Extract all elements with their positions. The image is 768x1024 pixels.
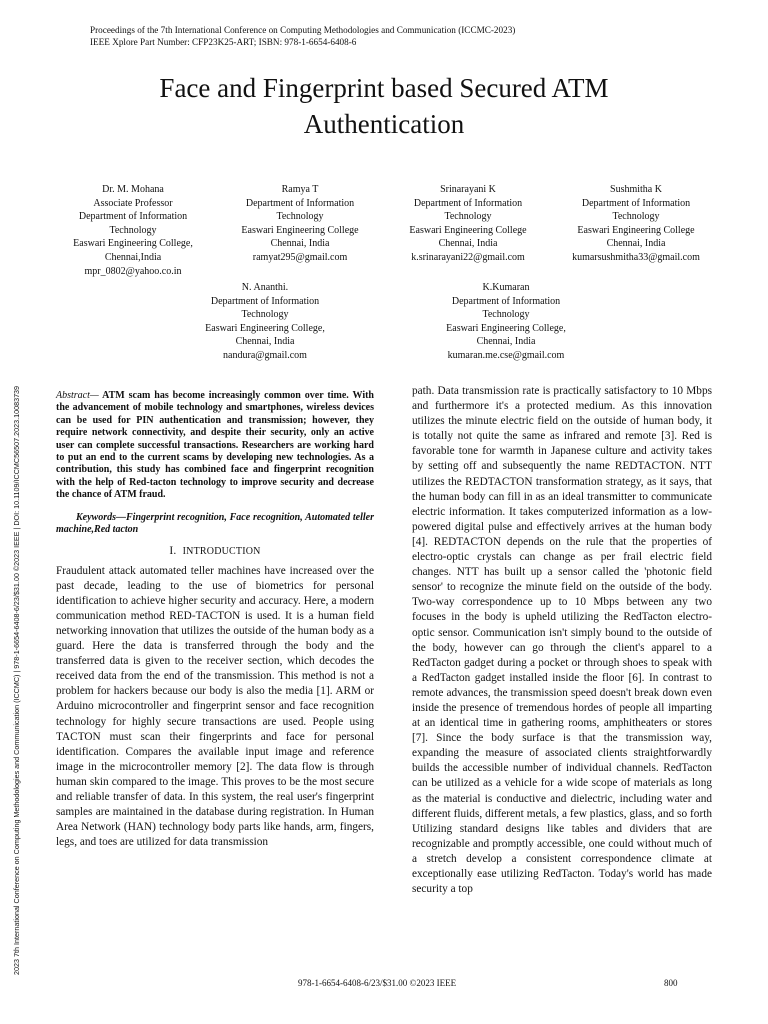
author-line: Chennai, India (606, 238, 666, 250)
author-email: kumarsushmitha33@gmail.com (572, 251, 700, 263)
author-email: kumaran.me.cse@gmail.com (447, 349, 565, 361)
author-line: Easwari Engineering College, (446, 322, 566, 334)
keywords: Keywords—Fingerprint recognition, Face recognition, Automated teller machine,Red tacton (56, 511, 374, 536)
author-line: Department of Information (451, 295, 561, 307)
author-line: Easwari Engineering College, (205, 322, 325, 334)
author-line: Chennai,India (104, 251, 162, 263)
right-column-text: path. Data transmission rate is practically satisfactory to 10 Mbps and furthermore it's a protected medium. As this innovation utilizes the minute electric field on the outside of human body, it is totally not quite the same as infrared and remote [3]. Red is favorable tone for warmth in Japanese culture and activity takes by setting off and subsequently the name REDTACTON. NTT utilizes the REDTACTON transformation strategy, as it says, that the human body can fill in as an ideal transmitter to communicate electric information. It takes computerized information as a low-powered digital pulse and effectively arrives at the human body [4]. REDTACTON depends on the rule that the properties of electro-optic crystals can change as per frail electric field changes. NTT has built up a sensor called the 'photonic field sensor' to recognize the minute field on the outside of the body. Two-way correspondence up to 10 Mbps between any two focuses in the body is upheld utilizing the RedTacton electro-optic sensor. Communication isn't simply bound to the outside of the body, however can go through the client's apparel to a RedTacton gadget during a pocket or through shoes to speak with a RedTacton gadget installed inside the floor [6]. In contrast to remote advances, the transmission speed doesn't break down even inside the presence of tremendous hordes of people all imparting at an identical time in gathering rooms, amphitheaters or stores [7]. Since the body surface is that the transmission way, expanding the measure of associated clients straightforwardly builds the accessible number of individual channels. RedTacton can be utilized as a vehicle for a wide scope of materials as long as the material is conductive and dielectric, including water and different fluids, different metals, a few plastics, glass, and so forth Utilizing standard designs like tables and dividers that are recognizable and promptly accessible, one could without much of a stretch develop a consistent correspondence climate at exceptionally ease utilizing RedTacton. Today's world has made security a top (412, 385, 712, 896)
author-line: Technology (276, 211, 324, 223)
author-block-3 (393, 183, 543, 265)
abstract-text: ATM scam has become increasingly common over time. With the advancement of mobile technology and smartphones, wireless devices can be used for PIN authentication and transmission; however, they require network connectivity, and despite their security, only an active user can complete successful transactions. Researchers are working hard to put an end to the current scams by developing new technologies. As a contribution, this study has combined face and fingerprint recognition with the help of Red-tacton technology to improve security and decrease the chance of ATM fraud. (56, 390, 374, 501)
paper-title (0, 70, 768, 142)
author-block-5 (190, 281, 340, 363)
author-line: Chennai, India (438, 238, 498, 250)
proceedings-header (90, 24, 515, 48)
author-line: Ramya T (281, 184, 319, 195)
isbn-line: IEEE Xplore Part Number: CFP23K25-ART; ISBN: 978-1-6654-6408-6 (90, 37, 357, 47)
author-line: Technology (444, 211, 492, 223)
abstract-label: Abstract— (56, 390, 99, 401)
section-heading (56, 544, 374, 559)
author-line: Chennai, India (235, 336, 295, 348)
author-line: N. Ananthi. (241, 282, 289, 293)
proceedings-line: Proceedings of the 7th International Conference on Computing Methodologies and Communication (ICCMC-2023) (90, 25, 516, 35)
author-block-6 (430, 281, 582, 363)
author-email: k.srinarayani22@gmail.com (411, 251, 525, 263)
page-number: 800 (664, 978, 678, 988)
author-line: Easwari Engineering College (241, 224, 359, 236)
author-email: mpr_0802@yahoo.co.in (84, 265, 182, 277)
author-line: Department of Information (78, 211, 188, 223)
title-line-2: Authentication (303, 109, 465, 139)
author-block-2 (222, 183, 378, 265)
author-line: Department of Information (581, 197, 691, 209)
author-line: Technology (612, 211, 660, 223)
section-title: INTRODUCTION (182, 546, 261, 558)
author-line: Srinarayani K (440, 184, 496, 195)
author-line: Easwari Engineering College, (73, 238, 193, 250)
author-block-4 (558, 183, 714, 265)
title-line-1: Face and Fingerprint based Secured ATM (159, 73, 609, 103)
author-line: Technology (482, 309, 530, 321)
footer-copyright: 978-1-6654-6408-6/23/$31.00 ©2023 IEEE (298, 978, 457, 988)
right-column (412, 384, 712, 897)
doi-sidebar: 2023 7th International Conference on Computing Methodologies and Communication (ICCMC) | 978-1-6654-6408-6/23/$31.00 ©2023 IEEE | DOI: 10.1109/ICCMC56507.2023.10083739 (12, 385, 21, 975)
intro-paragraph: Fraudulent attack automated teller machines have increased over the past decade, leading to the use of biometrics for personal identification to achieve higher security and accuracy. Here, a modern communication method RED-TACTON is used. It is a human field networking innovation that utilizes the outside of the human body as a guard. Here the data is transferred through the body and the transferred data is given to the receiver section, which decodes the received data from the end of the transmission. This method is not a problem for hackers because our body is also the media [1]. ARM or Arduino microcontroller and fingerprint sensor and face recognition technology for highly secure transactions are used. People using TACTON must scan their fingerprints and face for personal identification. Compares the available input image and reference image in the microcontroller memory [2]. The data flow is through human skin compared to the image. This proves to be the most secure and reliable transfer of data. In this system, the real user's fingerprint samples are maintained in the database during registration. In Human Area Network (HAN) technology body parts like hands, arm, fingers, legs, and toes are utilized for data transmission (56, 564, 374, 849)
author-email: nandura@gmail.com (223, 349, 307, 361)
author-line: K.Kumaran (482, 282, 530, 293)
author-line: Sushmitha K (610, 184, 662, 195)
author-line: Chennai, India (270, 238, 330, 250)
author-line: Easwari Engineering College (409, 224, 527, 236)
author-email: ramyat295@gmail.com (252, 251, 348, 263)
author-line: Department of Information (245, 197, 355, 209)
section-number: I. (169, 545, 177, 558)
author-line: Easwari Engineering College (577, 224, 695, 236)
author-line: Technology (241, 309, 289, 321)
author-line: Department of Information (413, 197, 523, 209)
abstract (56, 390, 374, 502)
author-line: Department of Information (210, 295, 320, 307)
author-line: Associate Professor (93, 197, 173, 209)
author-block-1 (58, 183, 208, 278)
author-line: Technology (109, 224, 157, 236)
author-line: Dr. M. Mohana (102, 184, 164, 195)
author-line: Chennai, India (476, 336, 536, 348)
left-column (56, 390, 374, 850)
